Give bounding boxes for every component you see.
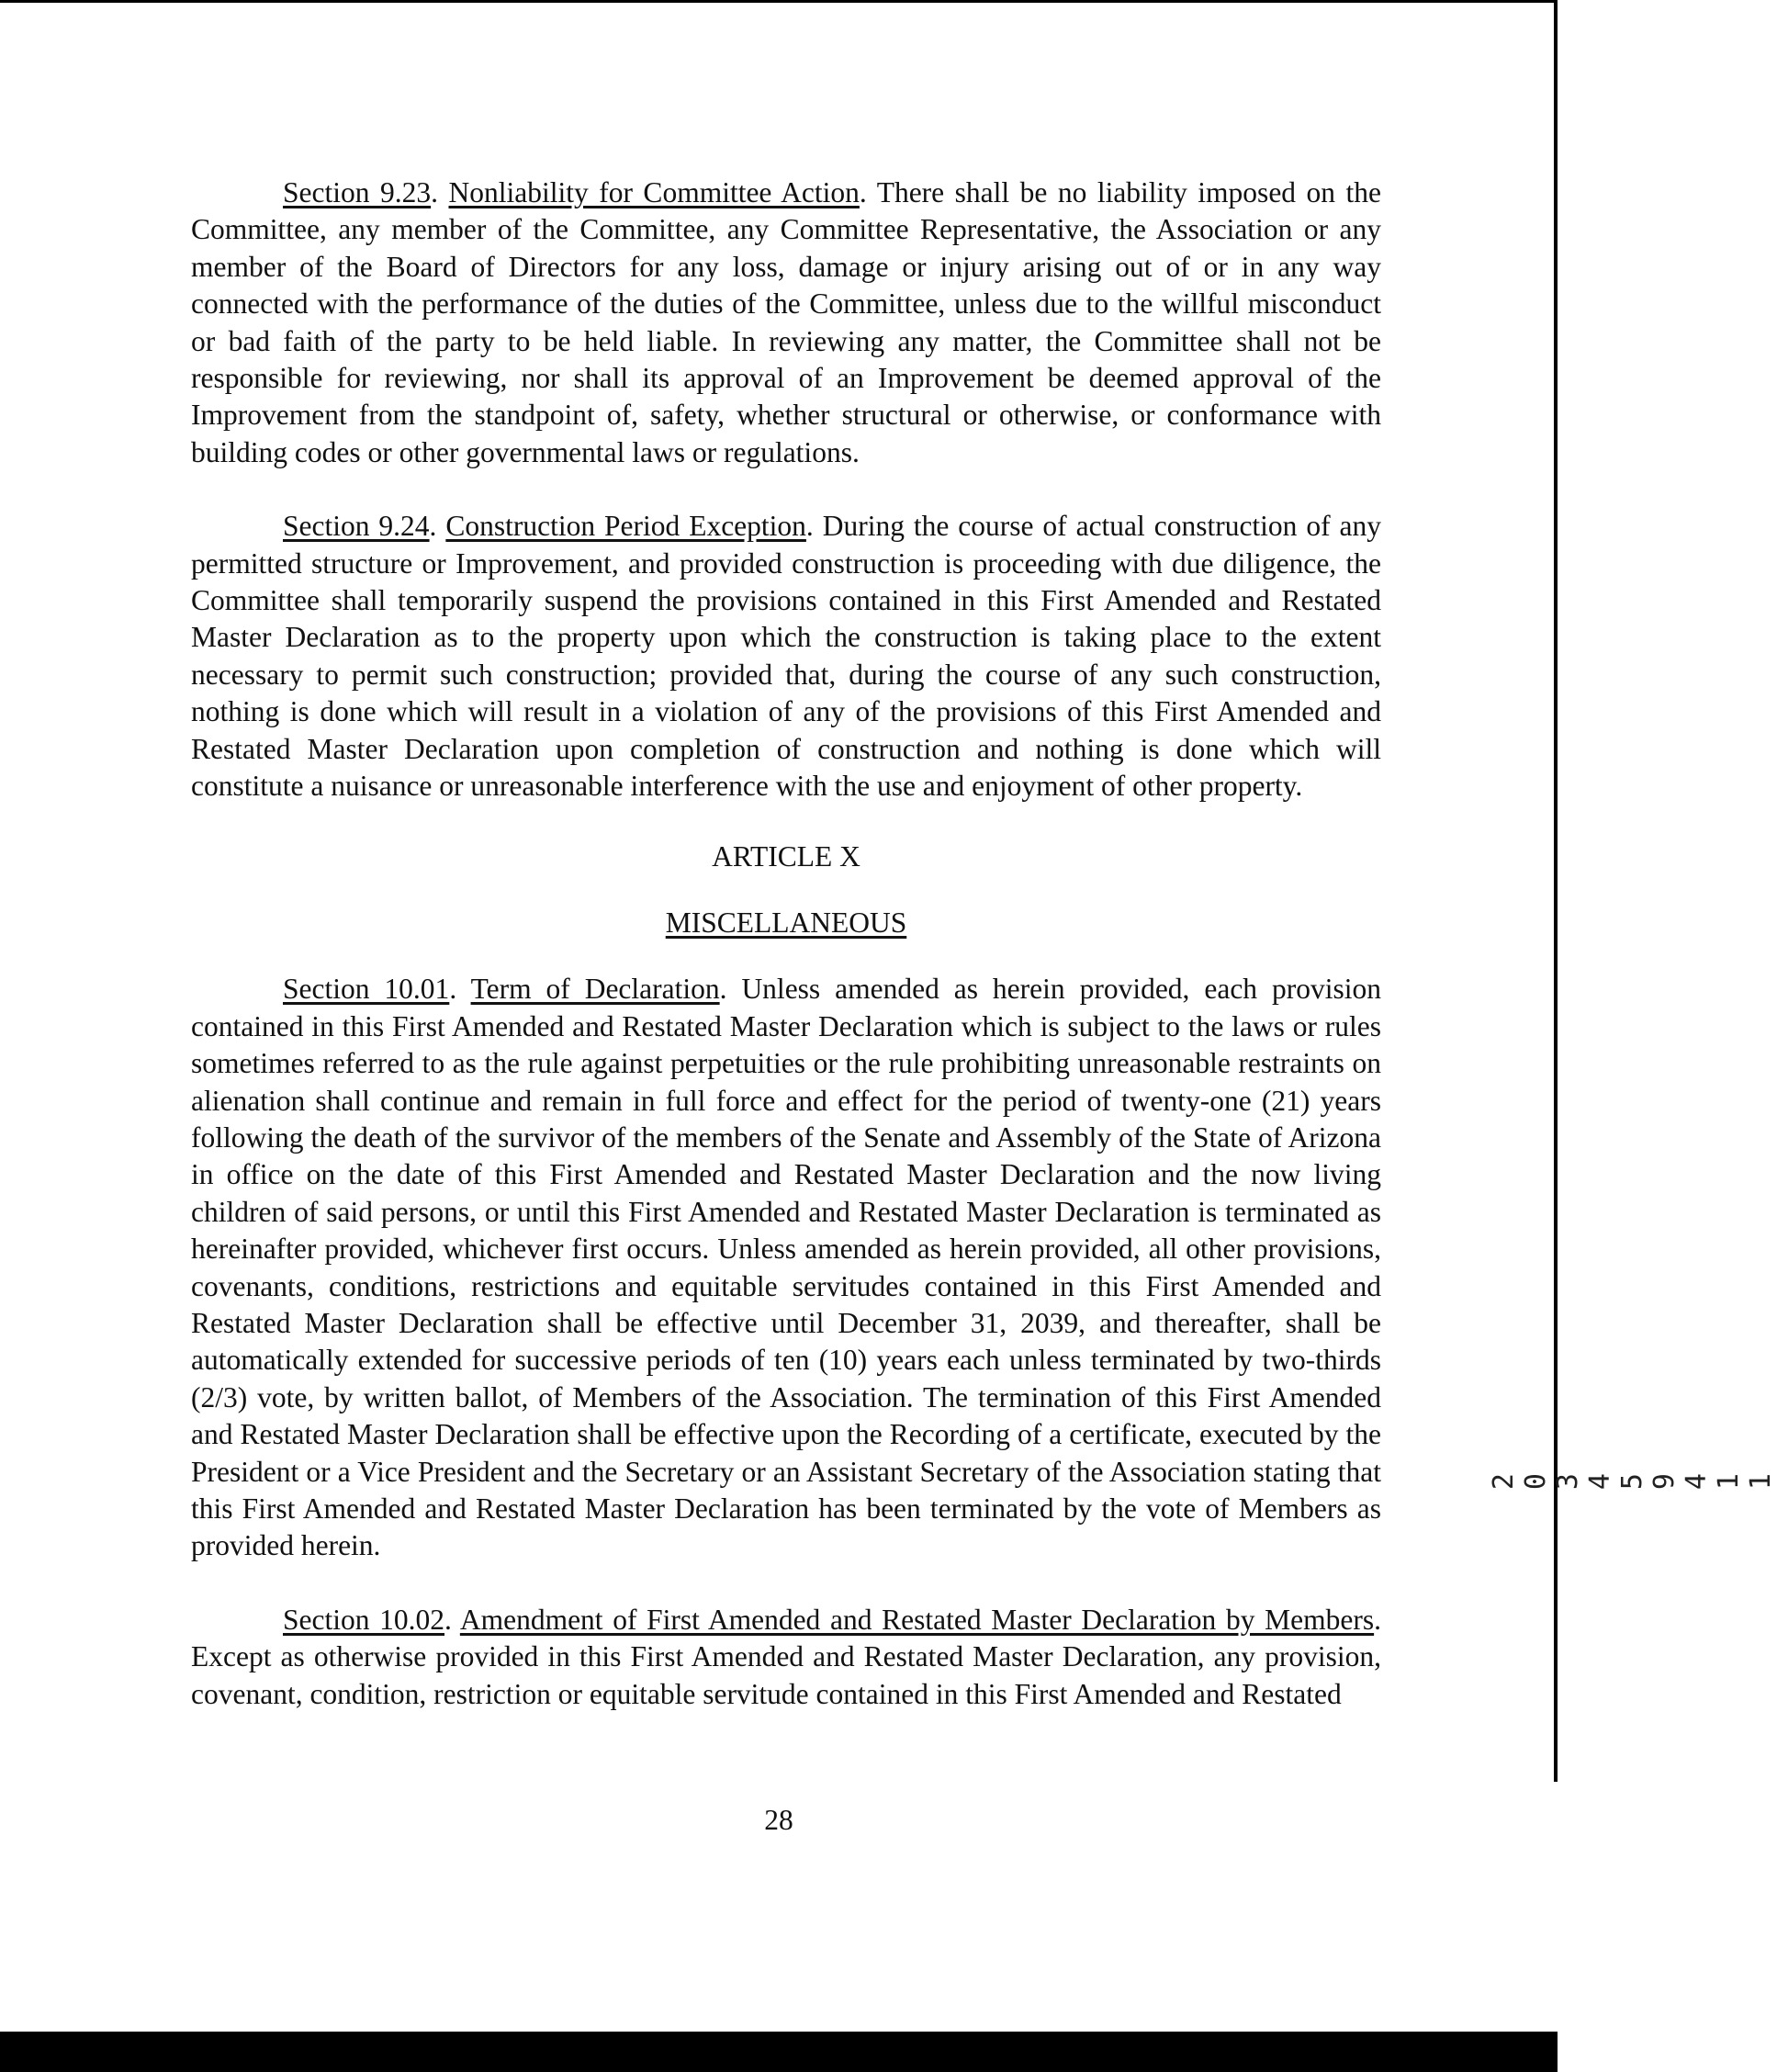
stamp-digit: 9 — [1648, 1460, 1681, 1491]
stamp-digit: 2 — [1488, 1460, 1520, 1491]
section-body: During the course of actual construction of any permitted structure or Improvement, and provided construction is proceeding with due diligence, the Committee shall temporarily suspend the provisions contained in this First Amended and Restated Master Declaration as to the property upon which the construction is taking place to the extent necessary to permit such construction; provided that, during the course of any such construction, nothing is done which will result in a violation of any of the provisions of this First Amended and Restated Master Declaration upon completion of construction and nothing is done which will constitute a nuisance or unreasonable interference with the use and enjoyment of other property. — [191, 510, 1382, 803]
article-title: ARTICLE X — [712, 839, 860, 873]
article-subtitle-text: MISCELLANEOUS — [665, 906, 907, 939]
section-9-23: Section 9.23. Nonliability for Committee Action. There shall be no liability imposed on the Committee, any member of the Committee, any Committee Representative, the Association or any member of the Board of Directors for any loss, damage or injury arising out of or in any way connected with the performance of the duties of the Committee, unless due to the willful misconduct or bad faith of the party to be held liable. In reviewing any matter, the Committee shall not be responsible for reviewing, nor shall its approval of an Improvement be deemed approval of the Improvement from the standpoint of, safety, whether structural or otherwise, or conformance with building codes or other governmental laws or regulations. — [191, 176, 1382, 468]
section-10-01: Section 10.01. Term of Declaration. Unless amended as herein provided, each provision contained in this First Amended and Restated Master Declaration which is subject to the laws or rules sometimes referred to as the rule against perpetuities or the rule prohibiting unreasonable restraints on alienation shall continue and remain in full force and effect for the period of twenty-one (21) years following the death of the survivor of the members of the Senate and Assembly of the State of Arizona in office on the date of this First Amended and Restated Master Declaration and the now living children of said persons, or until this First Amended and Restated Master Declaration is terminated as hereinafter provided, whichever first occurs. Unless amended as herein provided, all other provisions, covenants, conditions, restrictions and equitable servitudes contained in this First Amended and Restated Master Declaration shall be effective until December 31, 2039, and thereafter, shall be automatically extended for successive periods of ten (10) years each unless terminated by two-thirds (2/3) vote, by written ballot, of Members of the Association. The termination of this First Amended and Restated Master Declaration shall be effective upon the Recording of a certificate, executed by the President or a Vice President and the Secretary or an Assistant Secretary of the Association stating that this First Amended and Restated Master Declaration has been terminated by the vote of Members as provided herein. — [191, 973, 1381, 1562]
section-body: There shall be no liability imposed on the Committee, any member of the Committee, any Committee Representative, the Association or any member of the Board of Directors for any loss, damage or injury arising out of or in any way connected with the performance of the duties of the Committee, unless due to the willful misconduct or bad faith of the party to be held liable. In reviewing any matter, the Committee shall not be responsible for reviewing, nor shall its approval of an Improvement be deemed approval of the Improvement from the standpoint of, safety, whether structural or otherwise, or conformance with building codes or other governmental laws or regulations. — [191, 176, 1382, 468]
stamp-digit: 4 — [1584, 1460, 1616, 1491]
paragraph-gap — [191, 1565, 1381, 1602]
stamp-digit: 1 — [1745, 1460, 1777, 1491]
scan-bottom-band — [0, 2032, 1558, 2072]
section-title: Nonliability for Committee Action — [448, 176, 860, 208]
stamp-digit: 5 — [1616, 1460, 1648, 1491]
stamp-digit: 0 — [1520, 1460, 1552, 1491]
section-number: Section 9.24 — [283, 510, 430, 543]
section-10-02: Section 10.02. Amendment of First Amended and Restated Master Declaration by Members. Except as otherwise provided in this First Amended and Restated Master Declaration, any provision, covenant, condition, restriction or equitable servitude contained in this First Amended and Restated — [191, 1603, 1381, 1710]
section-9-24: Section 9.24. Construction Period Exception. During the course of actual construction of any permitted structure or Improvement, and provided construction is proceeding with due diligence, the Committee shall temporarily suspend the provisions contained in this First Amended and Restated Master Declaration as to the property upon which the construction is taking place to the extent necessary to permit such construction; provided that, during the course of any such construction, nothing is done which will result in a violation of any of the provisions of this First Amended and Restated Master Declaration upon completion of construction and nothing is done which will constitute a nuisance or unreasonable interference with the use and enjoyment of other property. — [191, 510, 1382, 803]
section-title: Term of Declaration — [470, 973, 720, 1006]
recording-number-stamp — [1488, 1460, 1777, 1491]
section-body: Unless amended as herein provided, each provision contained in this First Amended and Restated Master Declaration which is subject to the laws or rules sometimes referred to as the rule against perpetuities or the rule prohibiting unreasonable restraints on alienation shall continue and remain in full force and effect for the period of twenty-one (21) years following the death of the survivor of the members of the Senate and Assembly of the State of Arizona in office on the date of this First Amended and Restated Master Declaration and the now living children of said persons, or until this First Amended and Restated Master Declaration is terminated as hereinafter provided, whichever first occurs. Unless amended as herein provided, all other provisions, covenants, conditions, restrictions and equitable servitudes contained in this First Amended and Restated Master Declaration shall be effective until December 31, 2039, and thereafter, shall be automatically extended for successive periods of ten (10) years each unless terminated by two-thirds (2/3) vote, by written ballot, of Members of the Association. The termination of this First Amended and Restated Master Declaration shall be effective upon the Recording of a certificate, executed by the President or a Vice President and the Secretary or an Assistant Secretary of the Association stating that this First Amended and Restated Master Declaration has been terminated by the vote of Members as provided herein. — [191, 973, 1381, 1562]
document-body — [191, 175, 1381, 1713]
section-number: Section 9.23 — [283, 176, 432, 208]
article-subtitle — [191, 905, 1381, 941]
stamp-digit: 1 — [1713, 1460, 1745, 1491]
section-title: Amendment of First Amended and Restated Master Declaration by Members — [459, 1603, 1375, 1636]
scan-right-border — [1554, 0, 1558, 1782]
section-body: Except as otherwise provided in this First Amended and Restated Master Declaration, any provision, covenant, condition, restriction or equitable servitude contained in this First Amended and Restated — [191, 1640, 1381, 1710]
scan-top-border — [0, 0, 1558, 3]
section-number: Section 10.02 — [283, 1603, 445, 1636]
section-title: Construction Period Exception — [445, 510, 806, 543]
stamp-digit: 4 — [1681, 1460, 1713, 1491]
paragraph-gap — [191, 471, 1381, 508]
stamp-digit: 3 — [1552, 1460, 1584, 1491]
page-number: 28 — [764, 1804, 793, 1836]
section-number: Section 10.01 — [283, 973, 450, 1006]
